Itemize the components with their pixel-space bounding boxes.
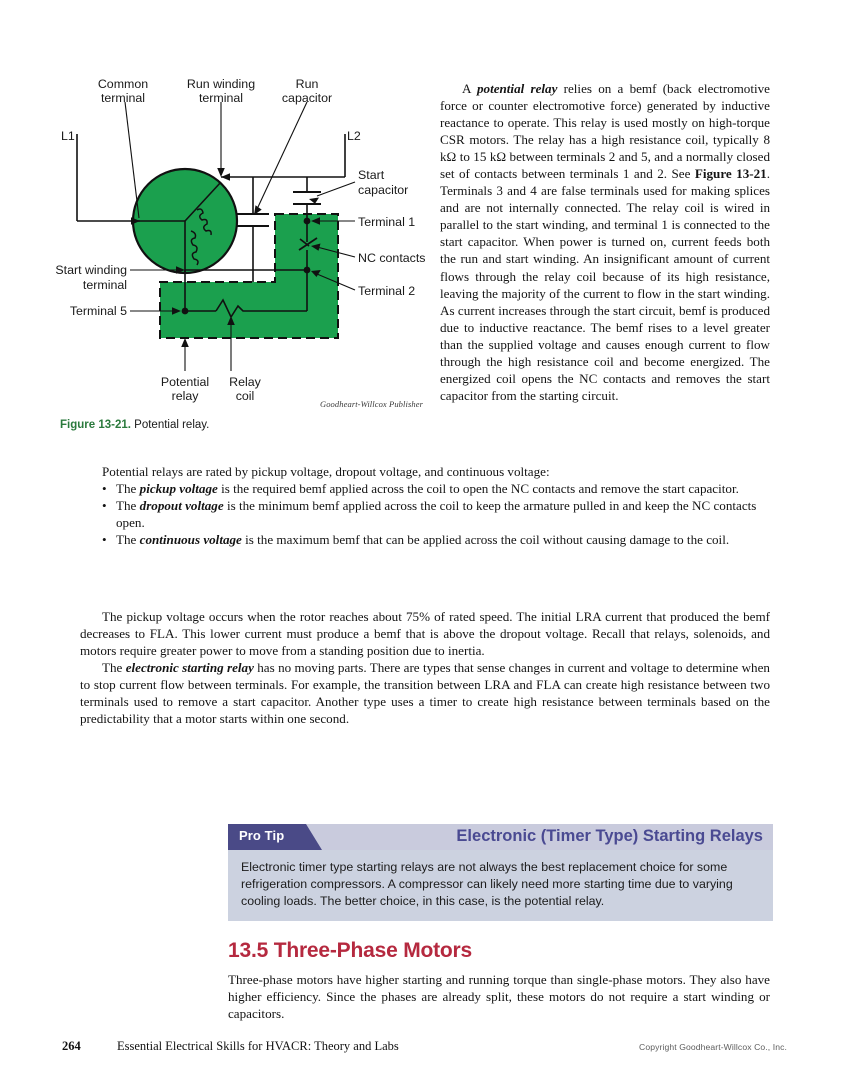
paragraph-electronic-starting-relay — [80, 659, 770, 727]
ratings-block — [80, 463, 770, 548]
page-footer — [62, 1039, 787, 1059]
label-relay-coil-line1: Relay — [229, 375, 261, 389]
para1-run2: relies on a bemf (back electromotive force or counter electromotive force) generated by inductive reactance to operate. This relay is used mostly on high-torque CSR motors. The relay has a high resistance coil, typically 8 kΩ to 15 kΩ between terminals 2 and 5, and a normally closed set of contacts between terminals 1 and 2. See — [440, 81, 770, 182]
label-run-capacitor-line1: Run — [295, 77, 319, 91]
run-winding-leader-arrow — [217, 168, 225, 177]
pro-tip-tab-label: Pro Tip — [239, 828, 285, 843]
label-terminal-1: Terminal 1 — [358, 215, 416, 229]
label-start-capacitor-line2: capacitor — [358, 183, 409, 197]
pro-tip-callout — [228, 824, 773, 921]
run-winding-terminal-dot — [221, 173, 230, 181]
paragraph-pickup-voltage: The pickup voltage occurs when the rotor reaches about 75% of rated speed. The initial LRA current that produced the bemf decreases to FLA. This lower current must produce a bemf that is above the dropout voltage. Recall that relays, solenoids, and motors require greater power to move from a standing position due to inertia. — [80, 609, 770, 659]
label-nc-contacts: NC contacts — [358, 251, 425, 265]
bullet-2-rest: is the maximum bemf that can be applied across the coil without causing damage to the coil. — [241, 532, 730, 548]
paragraph-three-phase-motors: Three-phase motors have higher starting and running torque than single-phase motors. They also have higher efficiency. Since the phases are already split, these motors do not require a start winding or capacitors. — [228, 972, 770, 1022]
label-start-winding-line1: Start winding — [55, 263, 127, 277]
label-common-terminal-line1: Common — [97, 77, 149, 91]
pro-tip-header — [228, 824, 773, 850]
term-electronic-starting-relay: electronic starting relay — [125, 660, 254, 676]
pro-tip-tab-slant — [306, 824, 322, 850]
potential-relay-schematic — [55, 74, 425, 404]
lower-paragraphs-block — [80, 608, 770, 727]
label-terminal-5: Terminal 5 — [69, 304, 127, 318]
para-electronic-rest: has no moving parts. There are types that sense changes in current and voltage to determine when to stop current flow between terminals. For example, the transition between LRA and FLA can create high resistance between two terminals used to remove a start capacitor. Another type uses a timer to create high resistance between terminals based on the predictability that a motor starts within one second. — [80, 660, 770, 727]
label-relay-coil-line2: coil — [235, 389, 255, 403]
pro-tip-title: Electronic (Timer Type) Starting Relays — [456, 827, 763, 845]
label-l2: L2 — [347, 129, 361, 143]
section-heading-13-5: 13.5 Three-Phase Motors — [228, 939, 472, 962]
list-item — [80, 497, 770, 531]
potential-relay-leader-arrow — [181, 338, 189, 347]
label-run-winding-line2: terminal — [198, 91, 244, 105]
bullet-0-lead: The — [116, 481, 140, 497]
term-potential-relay: potential relay — [476, 81, 558, 96]
label-start-winding-line2: terminal — [82, 278, 127, 292]
bullet-0-rest: is the required bemf applied across the coil to open the NC contacts and remove the start capacitor. — [217, 481, 739, 497]
start-capacitor-leader-arrow — [309, 198, 319, 204]
term-continuous-voltage: continuous voltage — [139, 532, 242, 548]
figure-13-21 — [55, 74, 425, 434]
label-run-winding-line1: Run winding — [186, 77, 256, 91]
list-item — [80, 480, 770, 497]
bullet-marker-icon: • — [102, 532, 107, 548]
figure-caption-number: Figure 13-21. — [60, 419, 131, 431]
label-terminal-2: Terminal 2 — [358, 284, 416, 298]
label-start-capacitor-line1: Start — [358, 168, 385, 182]
label-potential-relay-line2: relay — [171, 389, 199, 403]
para1-run1: A — [462, 81, 477, 96]
bullet-marker-icon: • — [102, 481, 107, 497]
footer-copyright: Copyright Goodheart-Willcox Co., Inc. — [639, 1042, 787, 1052]
section-13-5-text — [228, 971, 770, 1022]
term-pickup-voltage: pickup voltage — [139, 481, 218, 497]
label-l1: L1 — [61, 129, 75, 143]
label-run-capacitor-line2: capacitor — [281, 91, 333, 105]
footer-page-number: 264 — [62, 1039, 81, 1053]
para-electronic-lead: The — [102, 660, 126, 676]
right-column-text — [440, 80, 770, 404]
paragraph-potential-relay — [440, 80, 770, 404]
common-terminal-leader — [125, 102, 139, 218]
footer-book-title: Essential Electrical Skills for HVACR: Theory and Labs — [117, 1039, 399, 1053]
ratings-intro: Potential relays are rated by pickup voltage, dropout voltage, and continuous voltage: — [102, 464, 550, 479]
bullet-1-lead: The — [116, 498, 140, 514]
ratings-bullet-list — [80, 480, 770, 548]
figure-caption-text: Potential relay. — [134, 419, 210, 431]
label-common-terminal-line2: terminal — [100, 91, 146, 105]
figure-caption — [60, 419, 420, 431]
start-capacitor-leader — [317, 182, 355, 196]
term-dropout-voltage: dropout voltage — [139, 498, 224, 514]
bullet-marker-icon: • — [102, 498, 107, 514]
bullet-1-rest: is the minimum bemf applied across the coil to keep the armature pulled in and keep the NC contacts open. — [116, 498, 757, 531]
bullet-2-lead: The — [116, 532, 140, 548]
label-potential-relay-line1: Potential — [160, 375, 210, 389]
para1-run3: . Terminals 3 and 4 are false terminals used for making splices and are not internally connected. The relay coil is wired in parallel to the start winding, and terminal 1 is connected to the start capacitor. When power is turned on, current feeds both the run and start winding. An insignificant amount of current flows through the relay coil because of its high resistance, leaving the majority of the current to flow in the start winding. As current increases through the start circuit, bemf is produced due to inductive reactance. The bemf rises to a level greater than the supplied voltage and causes enough current to flow through the high resistance coil and become energized. The energized coil opens the NC contacts and removes the start capacitor from the starting circuit. — [440, 166, 770, 403]
figure-reference: Figure 13-21 — [694, 166, 767, 182]
pro-tip-body: Electronic timer type starting relays are not always the best replacement choice for some refrigeration compressors. A compressor can likely need more starting time due to varying cooling loads. The better choice, in this case, is the potential relay. — [228, 850, 773, 921]
figure-credit: Goodheart-Willcox Publisher — [319, 399, 423, 409]
list-item — [80, 531, 770, 548]
